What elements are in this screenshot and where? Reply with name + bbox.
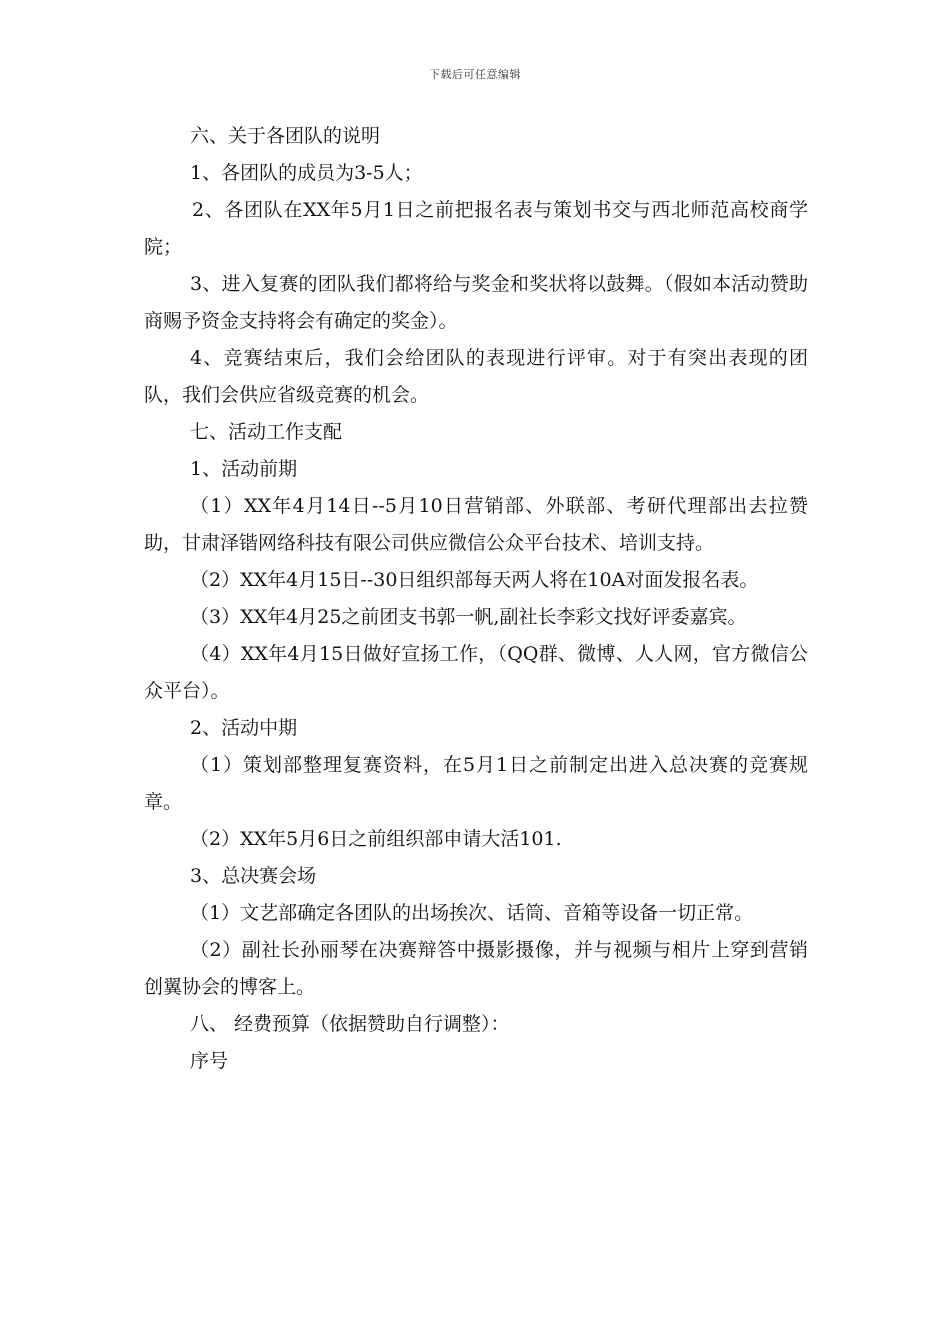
paragraph: （4）XX年4月15日做好宣扬工作，（QQ群、微博、人人网，官方微信公众平台）。	[144, 643, 808, 702]
paragraph: （2）副社长孙丽琴在决赛辩答中摄影摄像，并与视频与相片上穿到营销创翼协会的博客上。	[144, 939, 808, 998]
document-body	[144, 118, 808, 1080]
paragraph: （1）文艺部确定各团队的出场挨次、话筒、音箱等设备一切正常。	[190, 902, 754, 924]
paragraph: 2、各团队在XX年5月1日之前把报名表与策划书交与西北师范高校商学院；	[144, 199, 808, 258]
paragraph: 4、竞赛结束后，我们会给团队的表现进行评审。对于有突出表现的团队，我们会供应省级竞赛的机会。	[144, 347, 808, 406]
paragraph: 1、各团队的成员为3-5人；	[190, 162, 423, 184]
paragraph: 3、进入复赛的团队我们都将给与奖金和奖状将以鼓舞。（假如本活动赞助商赐予资金支持将会有确定的奖金）。	[144, 273, 808, 332]
page-header: 下载后可任意编辑	[429, 68, 521, 81]
paragraph: （2）XX年4月15日--30日组织部每天两人将在10A对面发报名表。	[190, 569, 759, 591]
paragraph: （3）XX年4月25之前团支书郭一帆,副社长李彩文找好评委嘉宾。	[190, 606, 747, 628]
subheading: 3、总决赛会场	[190, 865, 317, 887]
paragraph: （1）策划部整理复赛资料，在5月1日之前制定出进入总决赛的竞赛规章。	[144, 754, 808, 813]
section-heading-8: 八、 经费预算（依据赞助自行调整）：	[190, 1013, 510, 1035]
section-heading-6: 六、关于各团队的说明	[190, 125, 381, 147]
table-label: 序号	[190, 1050, 229, 1072]
subheading: 2、活动中期	[190, 717, 298, 739]
paragraph: （2）XX年5月6日之前组织部申请大活101.	[190, 828, 562, 850]
subheading: 1、活动前期	[190, 458, 298, 480]
section-heading-7: 七、活动工作支配	[190, 421, 343, 443]
paragraph: （1）XX年4月14日--5月10日营销部、外联部、考研代理部出去拉赞助，甘肃泽锴网络科技有限公司供应微信公众平台技术、培训支持。	[144, 495, 808, 554]
